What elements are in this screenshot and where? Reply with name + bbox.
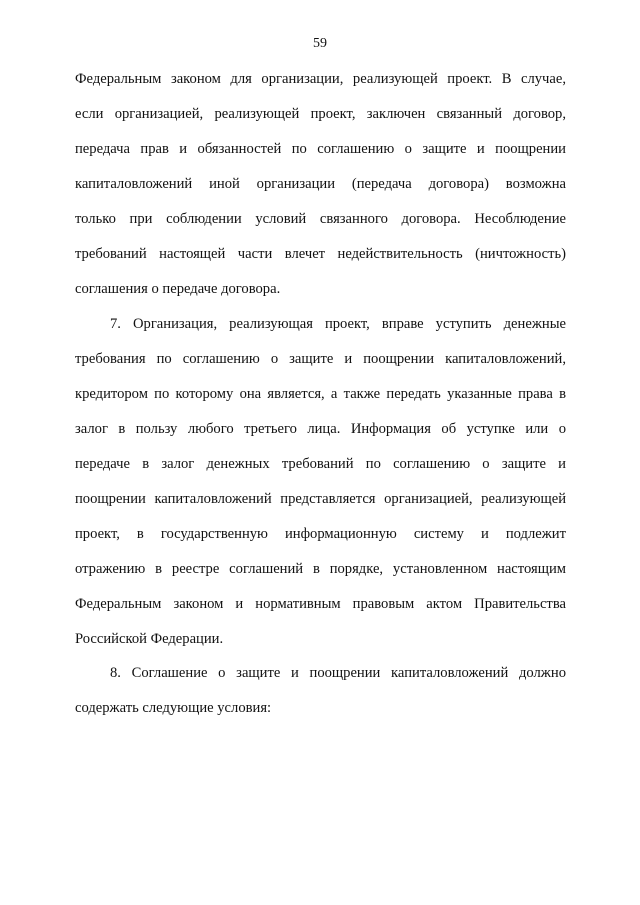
paragraph-2-line-3: кредитором по которому она является, а также передать указанные права в	[75, 386, 566, 402]
paragraph-2-line-5: передаче в залог денежных требований по соглашению о защите и	[75, 456, 566, 472]
paragraph-3-line-1: 8. Соглашение о защите и поощрении капиталовложений должно	[110, 665, 566, 681]
paragraph-2-line-2: требования по соглашению о защите и поощрении капиталовложений,	[75, 351, 566, 367]
paragraph-2-line-6: поощрении капиталовложений представляется организацией, реализующей	[75, 491, 566, 507]
paragraph-3-line-2: содержать следующие условия:	[75, 700, 272, 716]
paragraph-1-line-5: только при соблюдении условий связанного договора. Несоблюдение	[75, 211, 566, 227]
paragraph-1-line-4: капиталовложений иной организации (передача договора) возможна	[75, 176, 566, 192]
paragraph-1-line-6: требований настоящей части влечет недействительность (ничтожность)	[75, 246, 566, 262]
paragraph-2-line-9: Федеральным законом и нормативным правовым актом Правительства	[75, 596, 566, 612]
paragraph-1-line-2: если организацией, реализующей проект, заключен связанный договор,	[75, 106, 566, 122]
paragraph-2-line-4: залог в пользу любого третьего лица. Информация об уступке или о	[75, 421, 566, 437]
paragraph-1-line-3: передача прав и обязанностей по соглашению о защите и поощрении	[75, 141, 566, 157]
paragraph-2-line-1: 7. Организация, реализующая проект, вправе уступить денежные	[110, 316, 566, 332]
paragraph-1-line-1: Федеральным законом для организации, реализующей проект. В случае,	[75, 71, 566, 87]
page-number: 59	[313, 36, 327, 51]
paragraph-2-line-8: отражению в реестре соглашений в порядке, установленном настоящим	[75, 561, 566, 577]
paragraph-2-line-10: Российской Федерации.	[75, 631, 224, 647]
paragraph-2-line-7: проект, в государственную информационную систему и подлежит	[75, 526, 566, 542]
paragraph-1-line-7: соглашения о передаче договора.	[75, 281, 281, 297]
